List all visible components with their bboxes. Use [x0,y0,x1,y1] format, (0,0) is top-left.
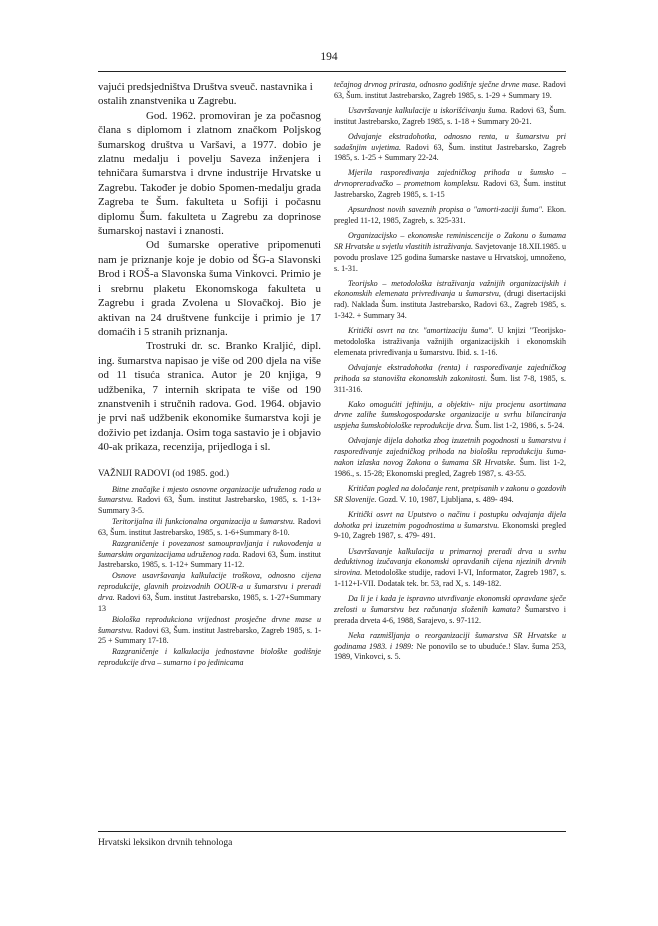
footer-title: Hrvatski leksikon drvnih tehnologa [98,838,233,848]
reference-entry [334,363,566,396]
reference-title: tečajnog drvnog prirasta, odnosno godišnje sječne drvne mase. [334,80,541,89]
reference-entry [334,205,566,227]
reference-details: Radovi 63, Šum. institut Jastrebarsko, 1985, s. 1-6+Summary 8-10. [98,517,321,537]
reference-details: Savjetovanje 18.XII.1985. u povodu proslave 125 godina šumarske nastave u Hrvatskoj, umnoženo, s. 1-31. [334,241,566,273]
reference-entry [98,517,321,539]
reference-entry [98,485,321,518]
reference-title: Usavršavanje kalkulacije u iskorišćivanju šuma. [348,105,508,115]
footer-rule [98,831,566,832]
reference-details: Radovi 63, Šum. institut Jastrebarsko, 1985, s. 1-12+ Summary 11-12. [98,549,321,570]
reference-details: Šum. list 7-8, 1985, s. 311-316. [334,373,566,394]
reference-details: Radovi 63, Šum. institut Jastrebarsko, Zagreb 1985, s. 1-25 + Summary 17-18. [98,625,321,646]
reference-title: Mjerila raspoređivanja zajedničkog prihoda u šumsko – drvnopreradvačko – prometnom kompleksu. [334,168,566,189]
reference-title: Kako omogućiti jeftiniju, a objektiv- niju procjenu asortimana drvne zalihe šumskogospodarske organizacije u svrhu bilanciranja uspjeha šumskobiološke reprodukcije drva. [334,399,566,431]
reference-title: Odvajanje ekstradohotka (renta) i raspoređivanje zajedničkog prihoda sa stanovišta ekonomskih zakonitosti. [334,362,566,383]
reference-title: Razgraničenje i povezanost samoupravljanja i rukovođenja u šumarskim organizacijama udruženog rada. [98,538,321,559]
reference-details: U knjizi "Teorijsko-metodološka istraživanja važnijih organizacijskih i ekonomskih elemenata privređivanja u šumarstvu. Ibid. s. 1-16. [334,326,566,357]
left-column [98,80,321,669]
reference-title: Odvajanje dijela dohotka zbog izuzetnih pogodnosti u šumarstvu i raspoređivanje zajedničkog prihoda na biološku reprodukciju šuma- nakon izlaska novog Zakona o šumama SR Hrvatske. [334,436,566,468]
reference-entry [334,326,566,359]
reference-entry [334,510,566,543]
reference-entry [98,647,321,669]
reference-entry [98,615,321,648]
reference-details: Ekon. pregled 11-12, 1985, Zagreb, s. 325-331. [334,205,566,226]
reference-title: Da li je i kada je ispravno utvrđivanje ekonomski opravdane sječe zrelosti u šumarstvu bez računanja složenih kamata? [334,594,566,614]
reference-entry [98,539,321,572]
reference-title: Neka razmišljanja o reorganizaciji šumarstva SR Hrvatske u godinama 1983. i 1989: [334,630,566,651]
reference-title: Apsurdnost novih saveznih propisa o "amorti-zaciji šuma". [348,205,544,215]
reference-details: Šum. list 1-2, 1986, s. 5-24. [472,421,565,431]
reference-details: Šum. list 1-2, 1986., s. 15-28; Ekonomski pregled, Zagreb 1987, s. 43-55. [334,458,566,478]
body-paragraph: Od šumarske operative pripomenuti nam je priznanje koje je dobio od ŠG-a Slavonski Brod i ROŠ-a Slavonska šuma Vinkovci. Primio je i srebrnu plaketu Ekonomskoga fakulteta u Zagrebu i grada Zvolena u Slovačkoj. Bio je aktivan na 24 društvene funkcije i primio je 17 domaćih i 5 stranih priznanja. [98,239,321,338]
reference-entry [334,106,566,128]
reference-details: Radovi 63, Šum. institut Jastrebarsko, Zagreb 1985, s. 1-15 [334,179,566,200]
header-rule [98,71,566,72]
reference-title: Usavršavanje kalkulacija u primarnoj preradi drva u svrhu deduktivnog izučavanja ekonomski opravdanih cijena njezinih drvnih sirovina. [334,546,566,578]
reference-entry [334,484,566,506]
reference-list-right [334,80,566,668]
body-paragraph: vajući predsjedništva Društva sveuč. nastavnika i ostalih znanstvenika u Zagrebu. [98,81,313,108]
reference-details: Radovi 63, Šum. institut Jastrebarsko, Zagreb 1985, s. 1-18 + Summary 20-21. [334,105,566,126]
reference-title: Organizacijsko – ekonomske reminiscencije o Zakonu o šumama SR Hrvatske u svjetlu vlastitih istraživanja. [334,231,566,251]
reference-title: Osnove usavršavanja kalkulacije troškova, odnosno cijena reprodukcije, glavnih proizvodnih OOUR-a u šumarstvu i preradi drva. [98,571,321,602]
reference-details: Ekonomski pregled 9-10, Zagreb 1987, s. 479- 491. [334,520,567,541]
reference-entry [334,547,566,590]
reference-details: Radovi 63, Šum. institut Jastrebarsko, Zagreb 1985, s. 1-29 + Summary 19. [334,80,566,100]
reference-details: Radovi 63, Šum. institut Jastrebarsko, 1985, s. 1-27+Summary 13 [98,593,321,613]
reference-details: Šumarstvo i prerada drveta 4-6, 1988, Sarajevo, s. 97-112. [334,604,566,625]
reference-entry [334,631,566,664]
reference-title: Kritički osvrt na Uputstvo o načinu i postupku odvajanja dijela dohotka pri izuzetnim pogodnostima u šumarstvu. [334,509,566,530]
reference-entry [334,231,566,274]
reference-title: Kritičan pogled na določanje rent, pretpisanih v zakonu o gozdovih SR Slovenije. [334,483,566,504]
reference-details: Ne ponovilo se to ubuduće.! Slav. šuma 253, 1989, Vinkovci, s. 5. [334,641,566,662]
reference-details: (drugi disertacijski rad). Naklada Šum. instituta Jastrebarsko, Radovi 63., Zagreb 1985, s. 1-342. + Summary 34. [334,289,566,321]
body-paragraph: Trostruki dr. sc. Branko Kraljić, dipl. ing. šumarstva napisao je više od 200 djela na više od 11 tisuća stranica. Autor je 20 knjiga, 9 udžbenika, 7 internih skripata te više od 190 znanstvenih i stručnih radova. God. 1964. objavio je prvi naš udžbenik ekonomike šumarstva koji je doživio pet izdanja. Osim toga sastavio je i objavio 40-ak prikaza, recenzija, prijedloga i sl. [98,340,321,454]
page-number: 194 [320,51,338,63]
reference-title: Kritički osvrt na tzv. "amortizaciju šuma". [348,326,494,336]
reference-title: Razgraničenje i kalkulacija jednostavne biološke godišnje reprodukcije drva – sumarno i po jedinicama [98,647,321,668]
reference-title: Teritorijalna ili funkcionalna organizacija u šumarstvu. [112,517,295,527]
reference-title: Biološka reprodukciona vrijednost prosječne drvne mase u šumarstvu. [98,614,321,635]
reference-entry [334,80,566,102]
reference-entry [334,400,566,433]
body-paragraph: God. 1962. promoviran je za počasnog člana s diplomom i zlatnom značkom Poljskog šumarskog društva u Varšavi, a 1977. dobio je zlatnu medalju i povelju Saveza inženjera i tehničara šumarstva i drvne industrije Hrvatske u Zagrebu. Također je dobio Spomen-medalju grada Zagreba te Šum. fakulteta u Sofiji i počasnu diplomu Šum. fakulteta u Zagrebu za doprinose šumarskoj nastavi i znanosti. [98,109,321,238]
reference-entry [334,279,566,322]
reference-title: Odvajanje ekstradohotka, odnosno renta, u šumarstvu pri sadašnjim uvjetima. [334,131,566,152]
reference-entry [334,168,566,201]
reference-entry [334,436,566,479]
reference-list [98,485,321,669]
reference-entry [334,594,566,627]
section-heading: VAŽNIJI RADOVI (od 1985. god.) [98,467,229,478]
reference-title: Bitne značajke i mjesto osnovne organizacije udruženog rada u šumarstvu. [98,484,321,505]
reference-entry [334,132,566,165]
reference-entry [98,571,321,614]
reference-details: Metodološke studije, radovi I-VI, Informator, Zagreb 1987, s. 1-112+I-VII. Dodatak tek. br. 53, rad X, s. 149-182. [334,568,566,589]
reference-details: Gozd. V. 10, 1987, Ljubljana, s. 489- 494. [376,494,514,504]
reference-title: Teorijsko – metodološka istraživanja važnijih organizacijskih i ekonomskih elemenata privređivanja u šumarstvu, [334,278,566,299]
reference-details: Radovi 63, Šum. institut Jastrebarsko, 1985, s. 1-13+ Summary 3-5. [98,495,321,516]
reference-details: Radovi 63, Šum. institut Jastrebarsko, Zagreb 1985, s. 1-25 + Summary 22-24. [334,142,567,163]
